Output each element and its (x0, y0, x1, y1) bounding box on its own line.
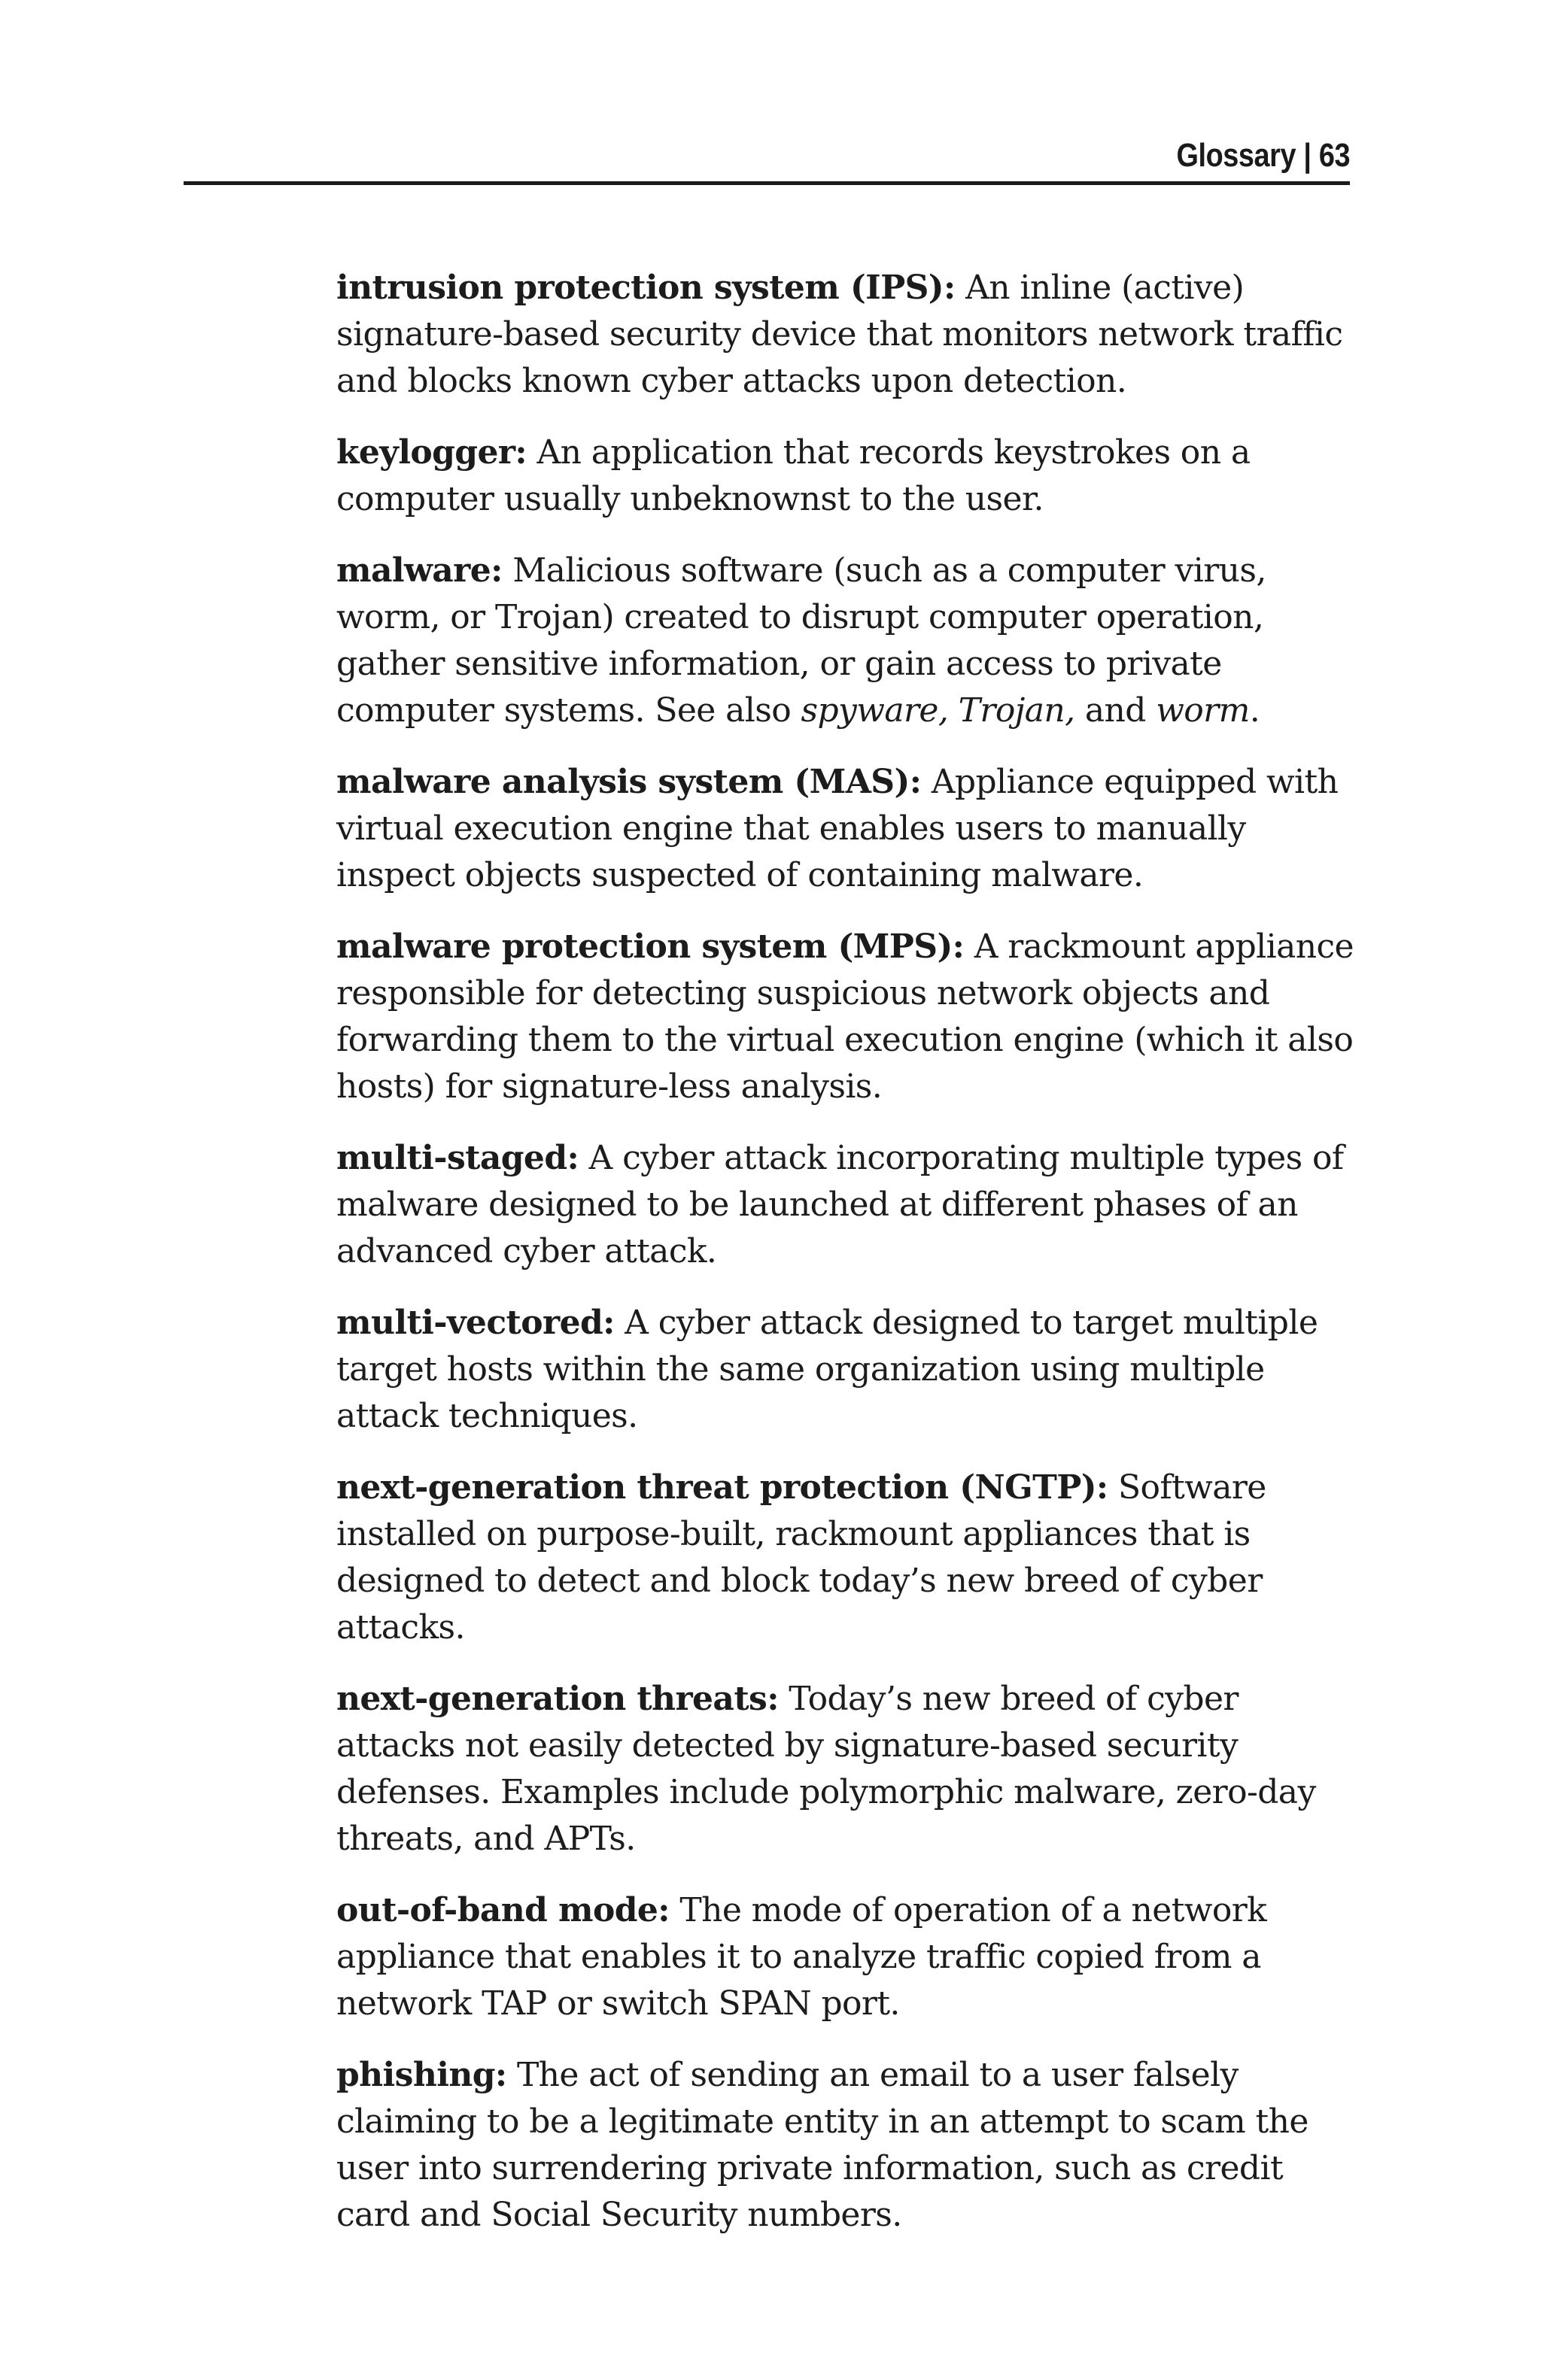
page-number: 63 (1318, 137, 1350, 174)
glossary-entry (336, 430, 1360, 523)
header-separator: | (1303, 137, 1312, 174)
glossary-definition: Malicious software (such as a computer virus, worm, or Trojan) created to disrupt computer operation, gather sensitive information, or gain access to private computer systems. See also (336, 551, 1266, 730)
glossary-entry (336, 759, 1360, 899)
glossary-term: phishing: (336, 2056, 507, 2094)
glossary-definition: Appliance equipped with virtual execution engine that enables users to manually inspect objects suspected of containing malware. (336, 763, 1339, 894)
glossary-list (336, 265, 1360, 2263)
see-also-joiner: and (1084, 691, 1146, 730)
glossary-entry (336, 1300, 1360, 1440)
glossary-term: malware analysis system (MAS): (336, 763, 922, 801)
running-head (1176, 137, 1350, 175)
glossary-entry (336, 548, 1360, 734)
glossary-term: malware: (336, 551, 503, 590)
glossary-definition: An application that records keystrokes on a computer usually unbeknownst to the user. (336, 433, 1251, 518)
glossary-entry (336, 1135, 1360, 1275)
glossary-entry (336, 265, 1360, 405)
sentence-end: . (1249, 691, 1260, 730)
see-also-term: worm (1156, 691, 1250, 730)
glossary-definition: A cyber attack incorporating multiple types of malware designed to be launched at different phases of an advanced cyber attack. (336, 1139, 1344, 1270)
glossary-entry (336, 1465, 1360, 1651)
glossary-term: intrusion protection system (IPS): (336, 269, 956, 307)
page-header (184, 126, 1350, 185)
glossary-term: next-generation threats: (336, 1680, 779, 1718)
glossary-definition: The act of sending an email to a user falsely claiming to be a legitimate entity in an attempt to scam the user into surrendering private information, such as credit card and Social Security numbers. (336, 2056, 1308, 2234)
glossary-entry (336, 1676, 1360, 1862)
glossary-entry (336, 1887, 1360, 2027)
glossary-term: next-generation threat protection (NGTP): (336, 1468, 1108, 1507)
glossary-term: out-of-band mode: (336, 1891, 670, 1929)
section-title: Glossary (1176, 137, 1296, 174)
glossary-definition: An inline (active) signature-based security device that monitors network traffic and blocks known cyber attacks upon detection. (336, 269, 1343, 400)
glossary-definition: A rackmount appliance responsible for detecting suspicious network objects and forwarding them to the virtual execution engine (which it also hosts) for signature-less analysis. (336, 927, 1354, 1106)
glossary-entry (336, 924, 1360, 1110)
glossary-term: multi-staged: (336, 1139, 579, 1177)
glossary-definition: Today’s new breed of cyber attacks not easily detected by signature-based security defenses. Examples include polymorphic malware, zero-day threats, and APTs. (336, 1680, 1316, 1858)
glossary-entry (336, 2052, 1360, 2239)
glossary-definition: The mode of operation of a network appliance that enables it to analyze traffic copied from a network TAP or switch SPAN port. (336, 1891, 1267, 2023)
glossary-definition: Software installed on purpose-built, rackmount appliances that is designed to detect and block today’s new breed of cyber attacks. (336, 1468, 1266, 1647)
glossary-term: keylogger: (336, 433, 527, 472)
glossary-term: multi-vectored: (336, 1304, 615, 1342)
glossary-definition: A cyber attack designed to target multiple target hosts within the same organization using multiple attack techniques. (336, 1304, 1318, 1435)
see-also-terms: spyware, Trojan, (801, 691, 1075, 730)
glossary-term: malware protection system (MPS): (336, 927, 965, 966)
